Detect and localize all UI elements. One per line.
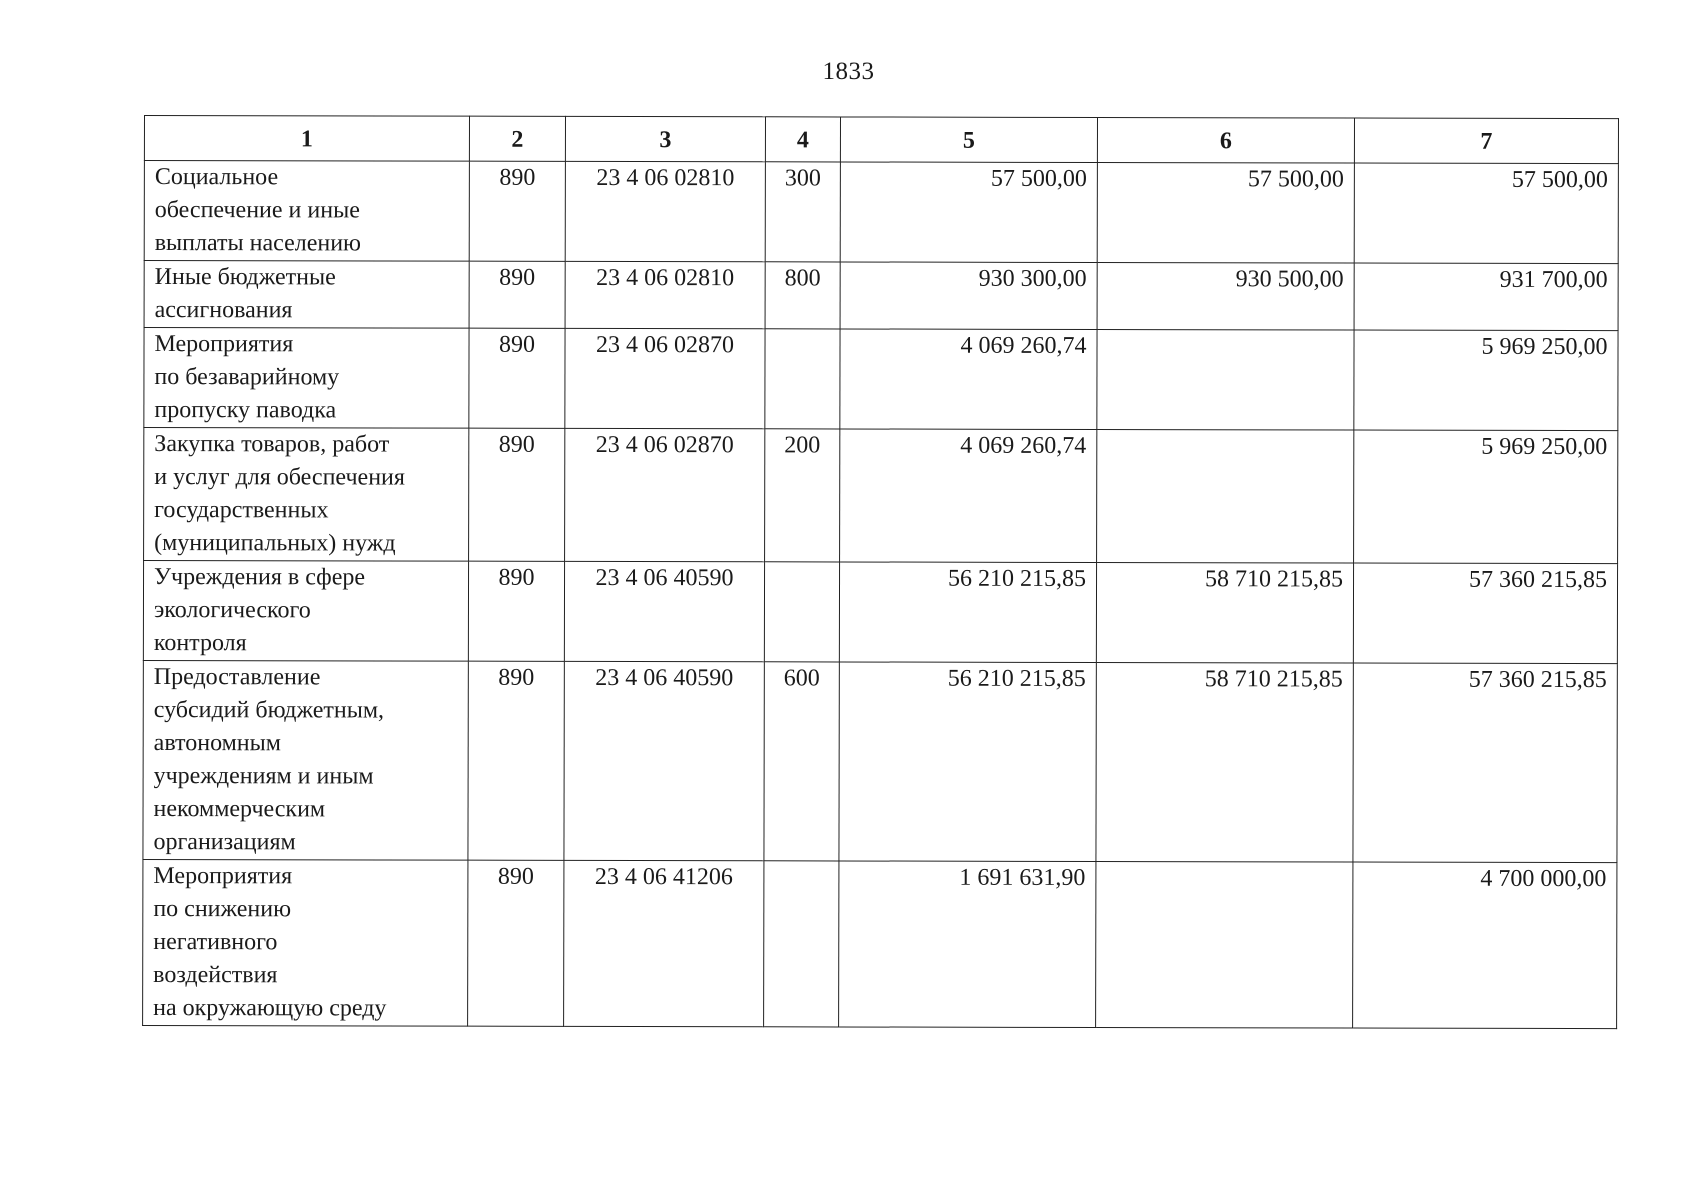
table-row	[144, 161, 1618, 264]
target-article-cell: 23 4 06 02810	[565, 161, 765, 261]
table-row	[144, 261, 1618, 331]
amount-col5-cell: 4 069 260,74	[840, 429, 1097, 563]
expense-type-cell	[764, 861, 839, 1027]
amount-col7-cell: 57 360 215,85	[1353, 563, 1617, 664]
item-name-line: и услуг для обеспечения	[154, 464, 405, 491]
table-row	[144, 328, 1618, 431]
amount-col6-cell: 58 710 215,85	[1096, 662, 1353, 862]
page-number: 1833	[822, 58, 875, 85]
amount-col5-cell: 56 210 215,85	[839, 662, 1096, 862]
table-row	[144, 428, 1618, 564]
department-code-cell: 890	[469, 428, 565, 561]
item-name-line: автономным	[153, 730, 282, 757]
item-name-line: экологического	[153, 597, 311, 624]
department-code-cell: 890	[469, 161, 565, 261]
item-name-line: Иные бюджетные	[154, 264, 336, 291]
column-header-5: 5	[840, 117, 1097, 163]
amount-col5-cell: 56 210 215,85	[839, 562, 1096, 663]
item-name-line: Мероприятия	[153, 863, 293, 890]
table-row	[143, 859, 1617, 1028]
item-name-line: Учреждения в сфере	[154, 564, 366, 591]
expense-type-cell: 300	[765, 162, 840, 262]
item-name-cell	[143, 660, 468, 860]
item-name-line: обеспечение и иные	[154, 197, 360, 224]
item-name-line: (муниципальных) нужд	[154, 530, 396, 557]
item-name-line: государственных	[154, 497, 329, 524]
target-article-cell: 23 4 06 40590	[564, 661, 764, 860]
table-row	[143, 660, 1617, 862]
amount-col7-cell: 57 360 215,85	[1353, 663, 1617, 863]
department-code-cell: 890	[468, 860, 564, 1026]
item-name-line: Социальное	[154, 164, 279, 191]
item-name-cell	[144, 161, 469, 262]
amount-col5-cell: 4 069 260,74	[840, 329, 1097, 430]
amount-col6-cell	[1096, 861, 1353, 1028]
item-name-line: контроля	[153, 630, 247, 657]
column-header-3: 3	[565, 116, 765, 161]
department-code-cell: 890	[468, 561, 564, 661]
amount-col7-cell: 5 969 250,00	[1354, 430, 1618, 564]
item-name-line: ассигнования	[154, 297, 293, 324]
item-name-line: Закупка товаров, работ	[154, 431, 390, 458]
amount-col7-cell: 4 700 000,00	[1353, 862, 1617, 1029]
target-article-cell: 23 4 06 02810	[565, 261, 765, 328]
item-name-cell	[144, 328, 469, 429]
item-name-line: выплаты населению	[154, 230, 362, 257]
budget-table	[142, 115, 1619, 1029]
amount-col5-cell: 1 691 631,90	[839, 861, 1096, 1028]
column-header-6: 6	[1097, 117, 1354, 163]
item-name-line: по снижению	[153, 896, 292, 923]
department-code-cell: 890	[469, 261, 565, 328]
item-name-line: негативного	[153, 929, 278, 956]
header-row	[144, 116, 1618, 164]
expense-type-cell	[765, 329, 840, 429]
amount-col7-cell: 5 969 250,00	[1354, 330, 1618, 431]
item-name-line: некоммерческим	[153, 796, 326, 823]
amount-col6-cell	[1097, 429, 1354, 563]
amount-col6-cell: 58 710 215,85	[1096, 562, 1353, 663]
item-name-line: Предоставление	[153, 664, 321, 691]
item-name-cell	[144, 261, 469, 329]
department-code-cell: 890	[468, 661, 564, 860]
expense-type-cell	[764, 562, 839, 662]
column-header-2: 2	[469, 116, 565, 161]
item-name-line: пропуску паводка	[154, 397, 337, 424]
expense-type-cell: 600	[764, 662, 839, 861]
item-name-cell	[143, 859, 468, 1026]
amount-col5-cell: 930 300,00	[840, 262, 1097, 330]
amount-col7-cell: 931 700,00	[1354, 263, 1618, 331]
amount-col6-cell	[1097, 329, 1354, 430]
item-name-line: по безаварийному	[154, 364, 340, 391]
item-name-line: Мероприятия	[154, 331, 294, 358]
amount-col6-cell: 57 500,00	[1097, 162, 1354, 263]
column-header-4: 4	[765, 117, 840, 162]
item-name-line: на окружающую среду	[153, 995, 387, 1022]
target-article-cell: 23 4 06 41206	[564, 860, 764, 1026]
expense-type-cell: 800	[765, 262, 840, 329]
item-name-line: субсидий бюджетным,	[153, 697, 385, 724]
amount-col7-cell: 57 500,00	[1354, 163, 1618, 264]
item-name-cell	[144, 428, 469, 562]
column-header-1: 1	[144, 116, 469, 162]
target-article-cell: 23 4 06 02870	[565, 428, 765, 561]
target-article-cell: 23 4 06 02870	[565, 328, 765, 428]
amount-col5-cell: 57 500,00	[840, 162, 1097, 263]
amount-col6-cell: 930 500,00	[1097, 262, 1354, 330]
department-code-cell: 890	[469, 328, 565, 428]
table-row	[143, 561, 1617, 664]
item-name-line: учреждениям и иным	[153, 763, 374, 790]
target-article-cell: 23 4 06 40590	[564, 561, 764, 661]
item-name-line: организациям	[153, 829, 296, 856]
item-name-cell	[143, 561, 468, 662]
expense-type-cell: 200	[765, 429, 840, 562]
column-header-7: 7	[1354, 118, 1618, 164]
item-name-line: воздействия	[153, 962, 278, 989]
